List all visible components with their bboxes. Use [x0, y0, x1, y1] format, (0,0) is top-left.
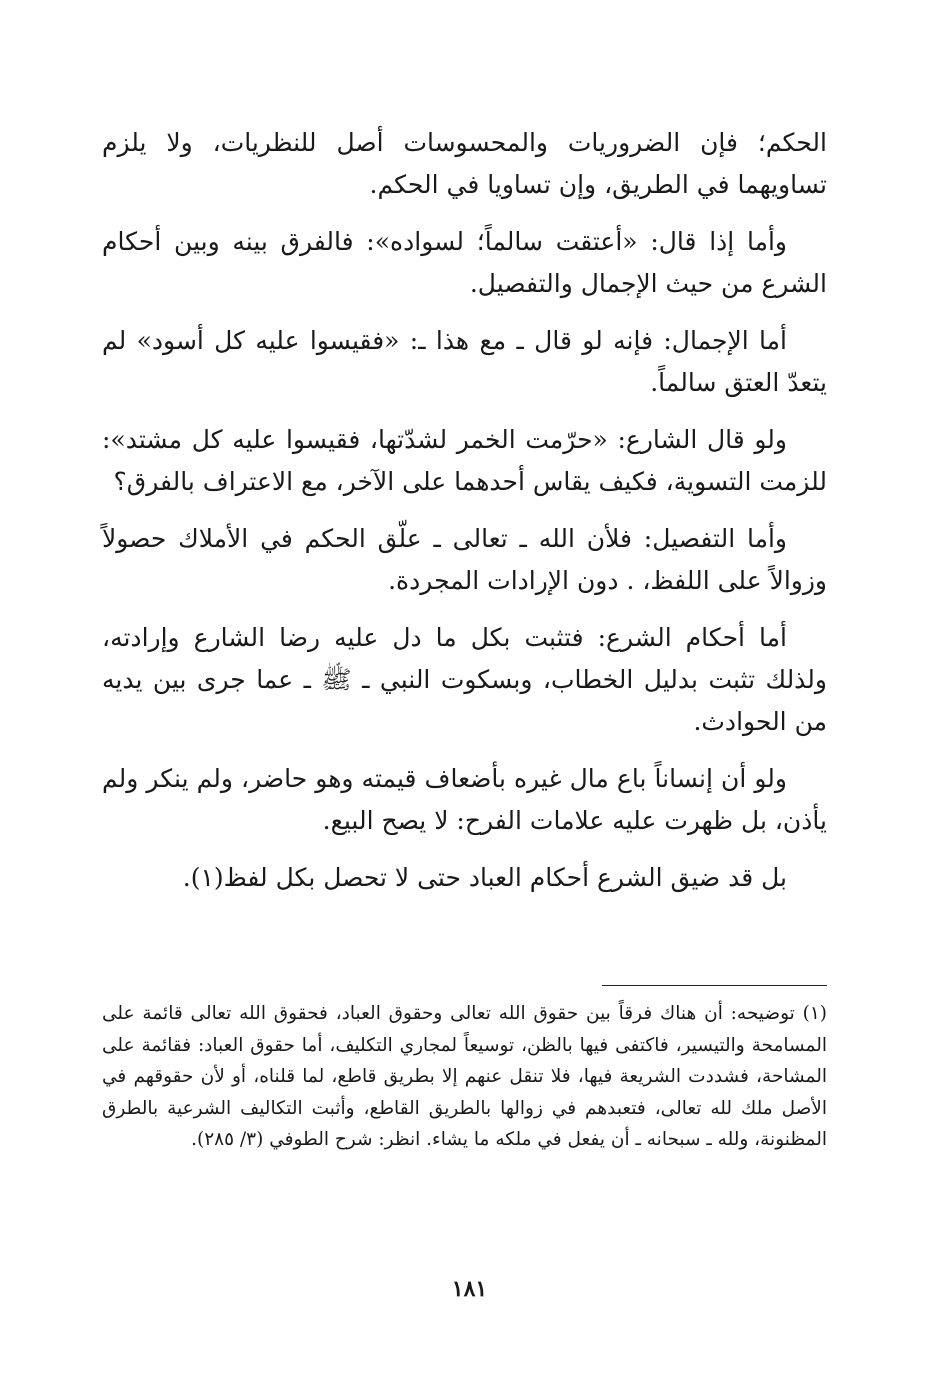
main-text — [102, 122, 827, 914]
paragraph-5: وأما التفصيل: فلأن الله ـ تعالى ـ علّق الحكم في الأملاك حصولاً وزوالاً على اللفظ، . دون الإرادات المجردة. — [102, 524, 827, 595]
footnote-1: (١) توضيحه: أن هناك فرقاً بين حقوق الله تعالى وحقوق العباد، فحقوق الله تعالى قائمة على المسامحة والتيسير، فاكتفى فيها بالظن، توسيعاً لمجاري التكليف، أما حقوق العباد: فقائمة على المشاحة، فشددت الشريعة فيها، فلا تنقل عنهم إلا بطريق قاطع، لما قلناه، أو لأن حقوقهم في الأصل ملك لله تعالى، فتعبدهم في زوالها بالطريق القاطع، وأثبت التكاليف الشرعية بالطرق المظنونة، ولله ـ سبحانه ـ أن يفعل في ملكه ما يشاء. انظر: شرح الطوفي (٣/ ٢٨٥). — [102, 1003, 827, 1150]
footnote-divider — [602, 985, 827, 986]
paragraph-2: وأما إذا قال: «أعتقت سالماً؛ لسواده»: فالفرق بينه وبين أحكام الشرع من حيث الإجمال والتفصيل. — [102, 227, 827, 298]
paragraph-1: الحكم؛ فإن الضروريات والمحسوسات أصل للنظريات، ولا يلزم تساويهما في الطريق، وإن تساويا في الحكم. — [102, 128, 827, 199]
paragraph-3: أما الإجمال: فإنه لو قال ـ مع هذا ـ: «فقيسوا عليه كل أسود» لم يتعدّ العتق سالماً. — [102, 326, 827, 397]
paragraph-4: ولو قال الشارع: «حرّمت الخمر لشدّتها، فقيسوا عليه كل مشتد»: للزمت التسوية، فكيف يقاس أحدهما على الآخر، مع الاعتراف بالفرق؟ — [102, 425, 827, 496]
page-number: ١٨١ — [451, 1276, 488, 1302]
paragraph-6: أما أحكام الشرع: فتثبت بكل ما دل عليه رضا الشارع وإرادته، ولذلك تثبت بدليل الخطاب، وبسكوت النبي ـ ﷺ ـ عما جرى بين يديه من الحوادث. — [102, 623, 827, 736]
footnotes-section — [102, 998, 827, 1156]
paragraph-8: بل قد ضيق الشرع أحكام العباد حتى لا تحصل بكل لفظ(١). — [182, 863, 787, 892]
paragraph-7: ولو أن إنساناً باع مال غيره بأضعاف قيمته وهو حاضر، ولم ينكر ولم يأذن، بل ظهرت عليه علامات الفرح: لا يصح البيع. — [102, 764, 827, 835]
